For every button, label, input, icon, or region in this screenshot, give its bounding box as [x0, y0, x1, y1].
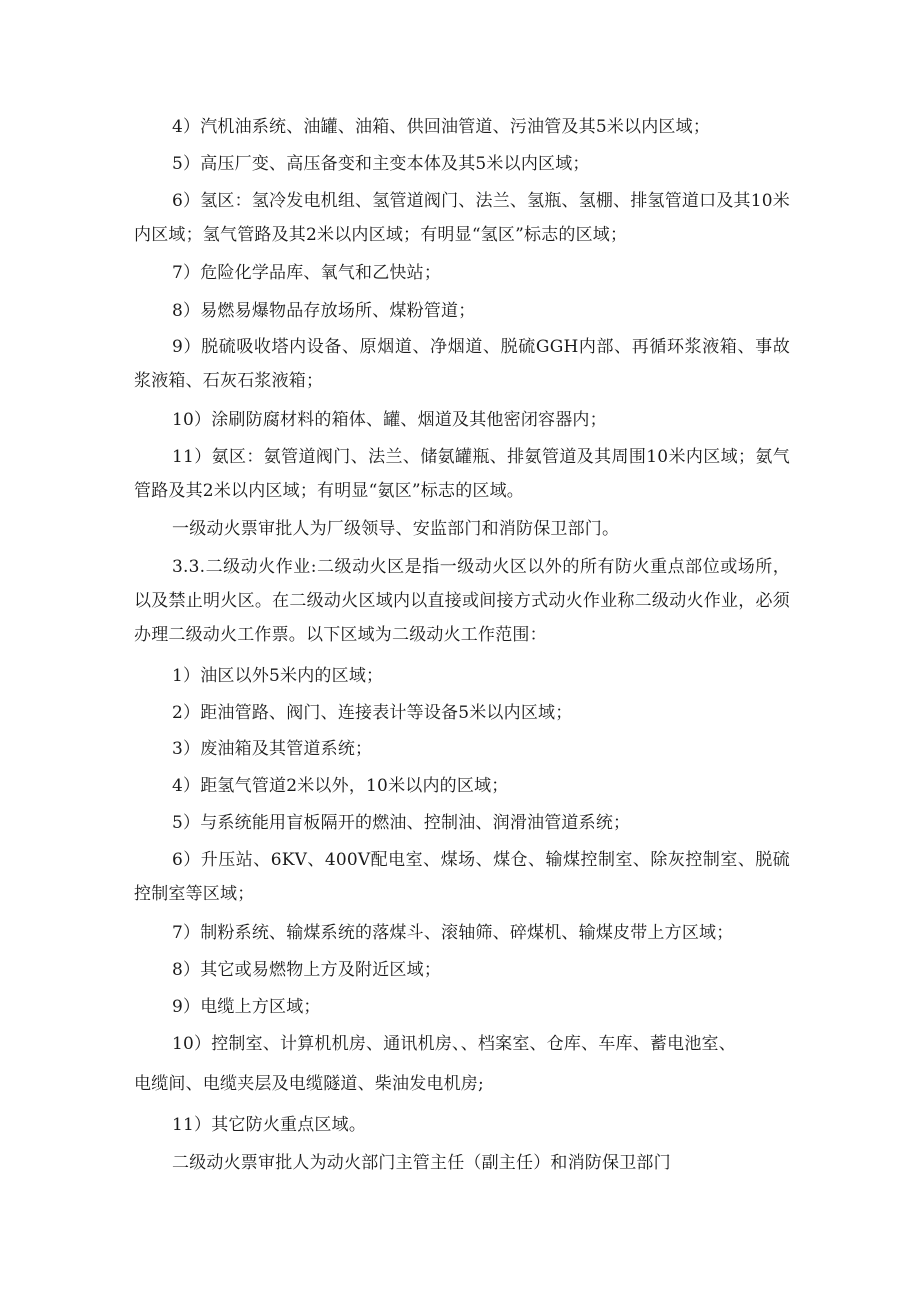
paragraph: 二级动火票审批人为动火部门主管主任（副主任）和消防保卫部门 — [172, 1153, 671, 1173]
paragraph: 10）控制室、计算机机房、通讯机房、、档案室、仓库、车库、蓄电池室、 — [172, 1034, 736, 1054]
paragraph: 3）废油箱及其管道系统； — [172, 739, 373, 759]
paragraph: 5）与系统能用盲板隔开的燃油、控制油、润滑油管道系统； — [172, 813, 631, 833]
paragraph: 8）易燃易爆物品存放场所、煤粉管道； — [172, 301, 476, 321]
paragraph: 11）氨区：氨管道阀门、法兰、储氨罐瓶、排氨管道及其周围10米内区域；氨气管路及其2米以内区域；有明显“氨区”标志的区域。 — [134, 447, 790, 501]
paragraph: 4）距氢气管道2米以外，10米以内的区域； — [172, 776, 509, 796]
paragraph: 一级动火票审批人为厂级领导、安监部门和消防保卫部门。 — [172, 519, 620, 539]
paragraph: 11）其它防火重点区域。 — [172, 1115, 367, 1135]
paragraph: 9）脱硫吸收塔内设备、原烟道、净烟道、脱硫GGH内部、再循环浆液箱、事故浆液箱、石灰石浆液箱； — [134, 337, 790, 391]
paragraph: 6）升压站、6KV、400V配电室、煤场、煤仓、输煤控制室、除灰控制室、脱硫控制室等区域； — [134, 850, 790, 904]
paragraph: 5）高压厂变、高压备变和主变本体及其5米以内区域； — [172, 154, 590, 174]
paragraph: 电缆间、电缆夹层及电缆隧道、柴油发电机房; — [134, 1074, 484, 1094]
paragraph: 1）油区以外5米内的区域； — [172, 666, 384, 686]
paragraph: 4）汽机油系统、油罐、油箱、供回油管道、污油管及其5米以内区域； — [172, 117, 711, 137]
paragraph: 8）其它或易燃物上方及附近区域； — [172, 960, 442, 980]
section-paragraph: 3.3.二级动火作业:二级动火区是指一级动火区以外的所有防火重点部位或场所，以及禁止明火区。在二级动火区域内以直接或间接方式动火作业称二级动火作业，必须办理二级动火工作票。以下区域为二级动火工作范围： — [134, 557, 790, 645]
paragraph: 9）电缆上方区域； — [172, 997, 321, 1017]
paragraph: 7）制粉系统、输煤系统的落煤斗、滚轴筛、碎煤机、输煤皮带上方区域； — [172, 923, 734, 943]
paragraph: 6）氢区：氢冷发电机组、氢管道阀门、法兰、氢瓶、氢棚、排氢管道口及其10米内区域；氢气管路及其2米以内区域；有明显“氢区”标志的区域； — [134, 191, 790, 245]
paragraph: 2）距油管路、阀门、连接表计等设备5米以内区域； — [172, 703, 573, 723]
paragraph: 10）涂刷防腐材料的箱体、罐、烟道及其他密闭容器内； — [172, 410, 607, 430]
paragraph: 7）危险化学品库、氧气和乙快站； — [172, 263, 442, 283]
